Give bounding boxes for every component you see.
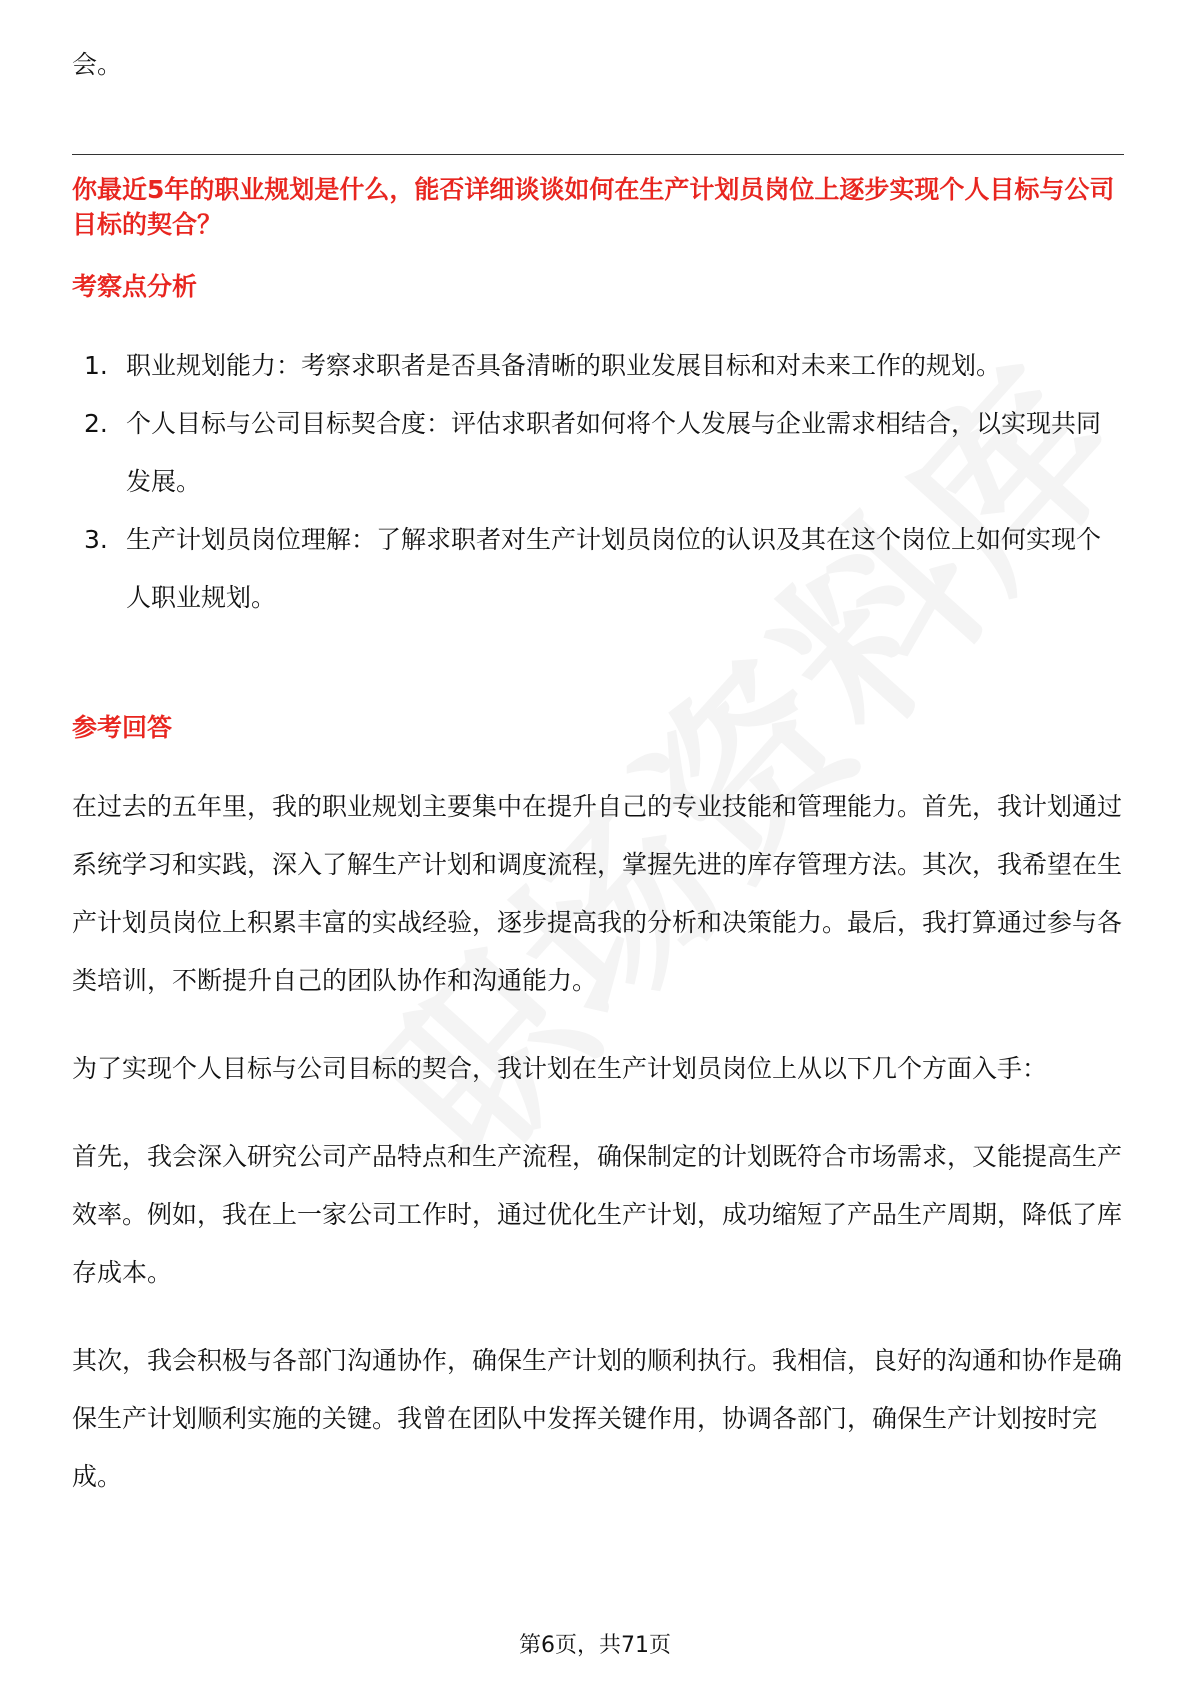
answer-paragraph: 其次，我会积极与各部门沟通协作，确保生产计划的顺利执行。我相信，良好的沟通和协作是确保生产计划顺利实施的关键。我曾在团队中发挥关键作用，协调各部门，确保生产计划按时完成。: [72, 1346, 1123, 1491]
answer-paragraph: 在过去的五年里，我的职业规划主要集中在提升自己的专业技能和管理能力。首先，我计划通过系统学习和实践，深入了解生产计划和调度流程，掌握先进的库存管理方法。其次，我希望在生产计划员岗位上积累丰富的实战经验，逐步提高我的分析和决策能力。最后，我打算通过参与各类培训，不断提升自己的团队协作和沟通能力。: [72, 792, 1123, 995]
list-item-number: 1.: [84, 351, 108, 380]
list-item: [72, 395, 1122, 511]
list-item-text: 生产计划员岗位理解：了解求职者对生产计划员岗位的认识及其在这个岗位上如何实现个人职业规划。: [126, 525, 1102, 612]
page-content: [72, 50, 1122, 80]
answer-paragraph: 为了实现个人目标与公司目标的契合，我计划在生产计划员岗位上从以下几个方面入手：: [72, 1054, 1048, 1083]
question-title: 你最近5年的职业规划是什么，能否详细谈谈如何在生产计划员岗位上逐步实现个人目标与公司目标的契合？: [72, 175, 1115, 239]
section-divider: [72, 154, 1124, 155]
list-item: [72, 511, 1122, 627]
page-number-footer: 第6页，共71页: [519, 1633, 671, 1658]
answer-heading: 参考回答: [72, 713, 173, 742]
list-item-text: 个人目标与公司目标契合度：评估求职者如何将个人发展与企业需求相结合，以实现共同发展。: [126, 409, 1102, 496]
previous-paragraph-tail: 会。: [72, 50, 123, 79]
answer-paragraph: 首先，我会深入研究公司产品特点和生产流程，确保制定的计划既符合市场需求，又能提高生产效率。例如，我在上一家公司工作时，通过优化生产计划，成功缩短了产品生产周期，降低了库存成本。: [72, 1142, 1123, 1287]
analysis-points-list: [72, 337, 1122, 627]
analysis-heading: 考察点分析: [72, 272, 198, 301]
answer-body: [72, 778, 1122, 1536]
list-item-number: 3.: [84, 525, 108, 554]
list-item: [72, 337, 1122, 395]
list-item-text: 职业规划能力：考察求职者是否具备清晰的职业发展目标和对未来工作的规划。: [126, 351, 1002, 380]
list-item-number: 2.: [84, 409, 108, 438]
